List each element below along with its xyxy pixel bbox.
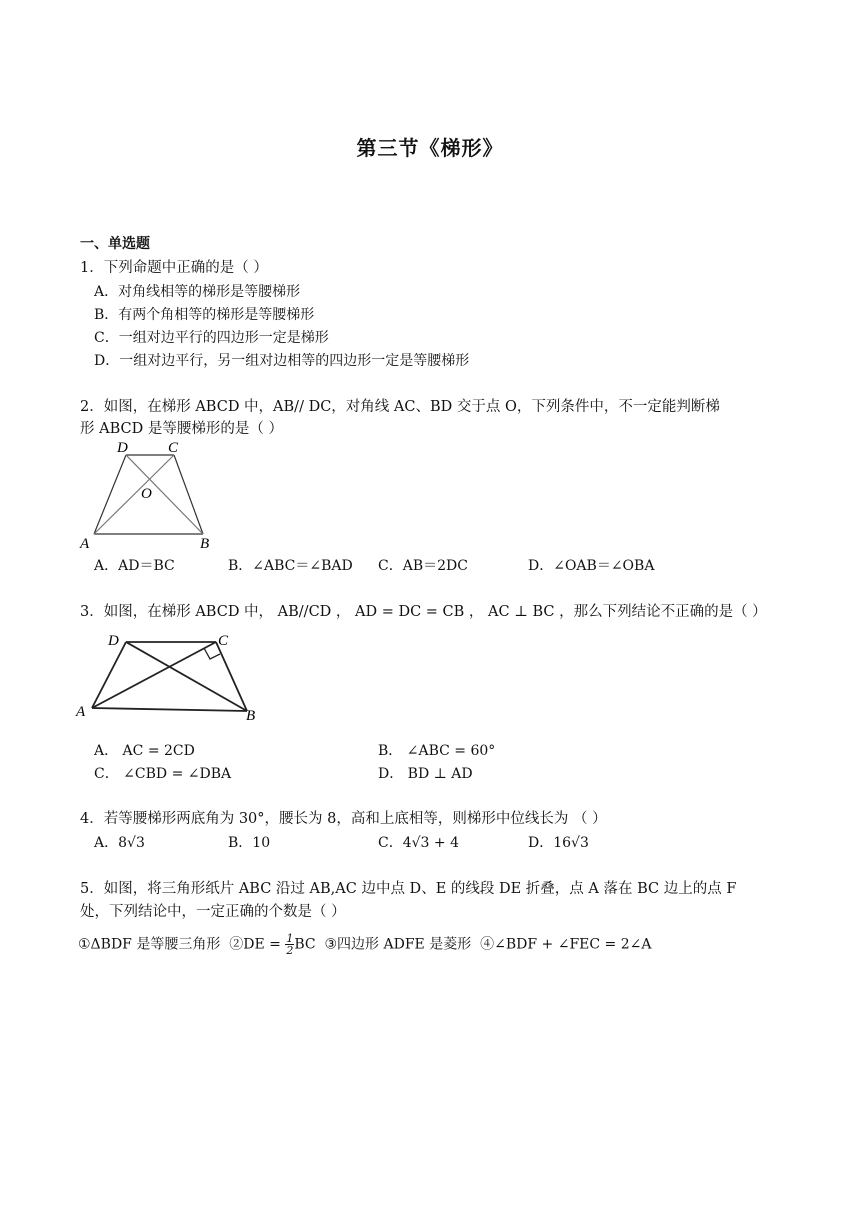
q3-label-c: C — [218, 633, 229, 649]
q3-stem: 3．如图，在梯形 ABCD 中， AB//CD ， AD = DC = CB ， AC ⊥ BC ，那么下列结论不正确的是（ ） — [80, 604, 767, 620]
q3-edge-ab — [92, 708, 247, 711]
q2-stem-line2: 形 ABCD 是等腰梯形的是（ ） — [80, 421, 283, 437]
q3-right-angle-mark — [204, 648, 220, 659]
q5-fraction — [285, 933, 294, 956]
q5-item-4: ④∠BDF + ∠FEC = 2∠A — [480, 936, 652, 953]
q2-stem-line1: 2．如图，在梯形 ABCD 中，AB// DC，对角线 AC、BD 交于点 O，下列条件中，不一定能判断梯 — [80, 399, 720, 415]
q3-label-b: B — [246, 708, 256, 724]
q1-option-a: A．对角线相等的梯形是等腰梯形 — [94, 284, 301, 300]
q5-conclusions — [78, 933, 651, 956]
q4-option-d: D．16√3 — [528, 835, 589, 851]
q2-edge-cb — [174, 455, 203, 534]
q3-edge-cb — [216, 642, 247, 711]
q5-stem-line2: 处，下列结论中，一定正确的个数是（ ） — [80, 904, 346, 920]
q4-option-a: A．8√3 — [94, 835, 145, 851]
q3-trapezoid-figure — [74, 626, 274, 728]
q1-option-d: D．一组对边平行，另一组对边相等的四边形一定是等腰梯形 — [94, 353, 470, 369]
q3-diagonal-ac — [92, 642, 216, 708]
q2-label-a: A — [80, 536, 90, 552]
q5-fraction-denominator: 2 — [286, 944, 294, 957]
q2-diagonal-ac — [94, 455, 174, 534]
q5-item-1: ①ΔBDF 是等腰三角形 — [78, 936, 221, 953]
q3-option-b: B． ∠ABC = 60° — [378, 743, 496, 759]
q2-label-o: O — [141, 486, 152, 502]
q3-label-d: D — [108, 633, 119, 649]
q5-item-3: ③四边形 ADFE 是菱形 — [324, 936, 472, 953]
q3-diagonal-bd — [126, 642, 247, 711]
q2-diagonal-bd — [126, 455, 203, 534]
q5-item-2-suffix: BC — [294, 936, 316, 953]
q5-fraction-numerator: 1 — [286, 932, 294, 945]
q2-label-b: B — [200, 536, 210, 552]
q2-label-d: D — [117, 440, 128, 456]
q3-option-c: C． ∠CBD = ∠DBA — [94, 766, 232, 782]
q4-option-c: C．4√3 + 4 — [378, 835, 459, 851]
q5-item-2-prefix: ②DE = — [229, 936, 281, 953]
q2-option-c: C．AB＝2DC — [378, 558, 468, 574]
q2-label-c: C — [168, 440, 179, 456]
q2-trapezoid-figure — [76, 438, 226, 554]
q1-option-b: B．有两个角相等的梯形是等腰梯形 — [94, 307, 315, 323]
q1-stem: 1．下列命题中正确的是（ ） — [80, 260, 268, 276]
q2-option-d: D．∠OAB＝∠OBA — [528, 558, 655, 574]
q4-option-b: B．10 — [228, 835, 271, 851]
q3-option-d: D． BD ⊥ AD — [378, 766, 473, 782]
q1-option-c: C．一组对边平行的四边形一定是梯形 — [94, 330, 329, 346]
section-heading: 一、单选题 — [80, 236, 150, 252]
q4-stem: 4．若等腰梯形两底角为 30°，腰长为 8，高和上底相等，则梯形中位线长为 （ ） — [80, 811, 607, 827]
q2-option-b: B．∠ABC＝∠BAD — [228, 558, 353, 574]
q3-label-a: A — [76, 704, 86, 720]
q2-option-a: A．AD＝BC — [94, 558, 175, 574]
q2-edge-ad — [94, 455, 126, 534]
q5-stem-line1: 5．如图，将三角形纸片 ABC 沿过 AB,AC 边中点 D、E 的线段 DE 折叠，点 A 落在 BC 边上的点 F — [80, 881, 737, 897]
page-title: 第三节《梯形》 — [356, 136, 504, 160]
q3-option-a: A． AC = 2CD — [94, 743, 195, 759]
